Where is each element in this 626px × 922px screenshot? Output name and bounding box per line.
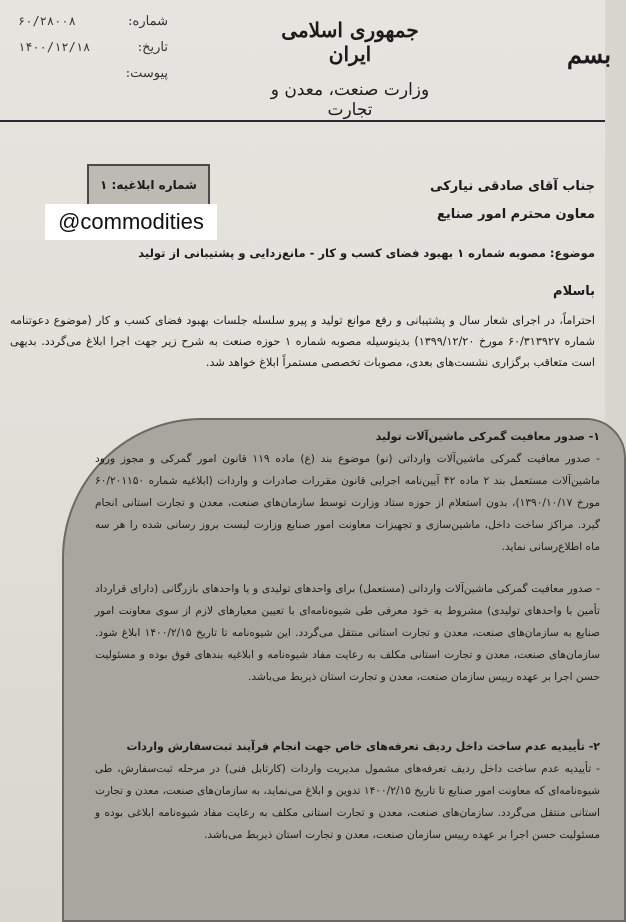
date-row — [18, 34, 168, 60]
number-row — [18, 8, 168, 34]
attach-label: پیوست: — [125, 65, 168, 81]
attach-row — [18, 60, 168, 86]
addressee — [295, 173, 595, 229]
letterhead — [270, 18, 430, 120]
greeting: باسلام — [553, 284, 595, 299]
letter-meta — [18, 8, 168, 86]
watermark-label: @commodities — [45, 204, 217, 240]
date-label: تاریخ: — [137, 39, 168, 55]
addressee-title: معاون محترم امور صنایع — [436, 207, 595, 222]
date-value: ۱۴۰۰/۱۲/۱۸ — [18, 40, 91, 54]
corner-text: بسم — [566, 40, 611, 69]
ministry-name: وزارت صنعت، معدن و تجارت — [270, 80, 430, 120]
notice-number-badge: شماره ابلاغیه: ۱ — [87, 164, 210, 206]
section-1-paragraph-1: - صدور معافیت گمرکی ماشین‌آلات وارداتی (نو) موضوع بند (ع) ماده ۱۱۹ قانون امور گمرکی و مجوز ورود ماشین‌آلات مستعمل بند ۲ ماده ۴۲ آیین‌نامه اجرایی قانون مقررات صادرات و واردات (ابلاغیه شماره ۶۰/۲۰۱۱۵۰ مورخ ۱۳۹۰/۱۰/۱۷)، بدون استعلام از حوزه ستاد وزارت توسط سازمان‌های صنعت، معدن و تجارت استانی انجام گیرد. مراکز ساخت داخل، ماشین‌سازی و تجهیزات معاونت امور صنایع وزارت لیست بروز رسانی شده را هر سه ماه اطلاع‌رسانی نماید. — [95, 453, 601, 553]
section-2-title: ۲- تأییدیه عدم ساخت داخل ردیف تعرفه‌های خاص جهت انجام فرآیند ثبت‌سفارش واردات — [126, 740, 600, 753]
subject-line: موضوع: مصوبه شماره ۱ بهبود فضای کسب و کار - مانع‌زدایی و پشتیبانی از تولید — [138, 246, 595, 260]
number-value: ۶۰/۲۸۰۰۸ — [18, 14, 76, 28]
addressee-name: جناب آقای صادقی نیارکی — [429, 179, 595, 194]
intro-paragraph: احتراماً، در اجرای شعار سال و پشتیبانی و رفع موانع تولید و پیرو سلسله جلسات بهبود فضای کسب و کار (موضوع دعوتنامه شماره ۶۰/۳۱۳۹۲۷ مورخ ۱۳۹۹/۱۲/۲۰) بدینوسیله مصوبه شماره ۱ حوزه صنعت به شرح زیر جهت اجرا ابلاغ می‌گردد. بدیهی است متعاقب برگزاری نشست‌های بعدی، مصوبات تخصصی مستمراً ابلاغ خواهد شد. — [10, 314, 596, 369]
org-name: جمهوری اسلامی ایران — [281, 18, 419, 66]
number-label: شماره: — [128, 13, 168, 29]
header-divider — [0, 120, 605, 122]
section-1-paragraph-2: - صدور معافیت گمرکی ماشین‌آلات وارداتی (مستعمل) برای واحدهای تولیدی و یا واحدهای بازرگانی (دارای قرارداد تأمین با واحدهای تولیدی) مشروط به خود معرفی طی شیوه‌نامه‌ای با تعیین معیارهای لازم از سوی معاونت امور صنایع به سازمان‌های صنعت، معدن و تجارت استانی منتقل می‌گردد. این شیوه‌نامه تا تاریخ ۱۴۰۰/۲/۱۵ ابلاغ شود. سازمان‌های صنعت، معدن و تجارت استانی مکلف به رعایت مفاد شیوه‌نامه و ابلاغیه بندهای فوق بوده و مسئولیت حسن اجرا بر عهده رییس سازمان صنعت، معدن و تجارت استان ذیربط می‌باشد. — [95, 583, 601, 683]
section-2-paragraph-1: - تأییدیه عدم ساخت داخل ردیف تعرفه‌های مشمول مدیریت واردات (کارتابل فنی) در مرحله ثبت‌سفارش، طی شیوه‌نامه‌ای که معاونت امور صنایع تا تاریخ ۱۴۰۰/۲/۱۵ تدوین و ابلاغ می‌نماید، به سازمان‌های صنعت، معدن و تجارت استانی منتقل می‌گردد. سازمان‌های صنعت، معدن و تجارت استانی مکلف به رعایت مفاد شیوه‌نامه ابلاغی بوده و مسئولیت حسن اجرا بر عهده رییس سازمان صنعت، معدن و تجارت استان ذیربط می‌باشد. — [95, 763, 600, 841]
section-1-title: ۱- صدور معافیت گمرکی ماشین‌آلات تولید — [375, 430, 600, 443]
